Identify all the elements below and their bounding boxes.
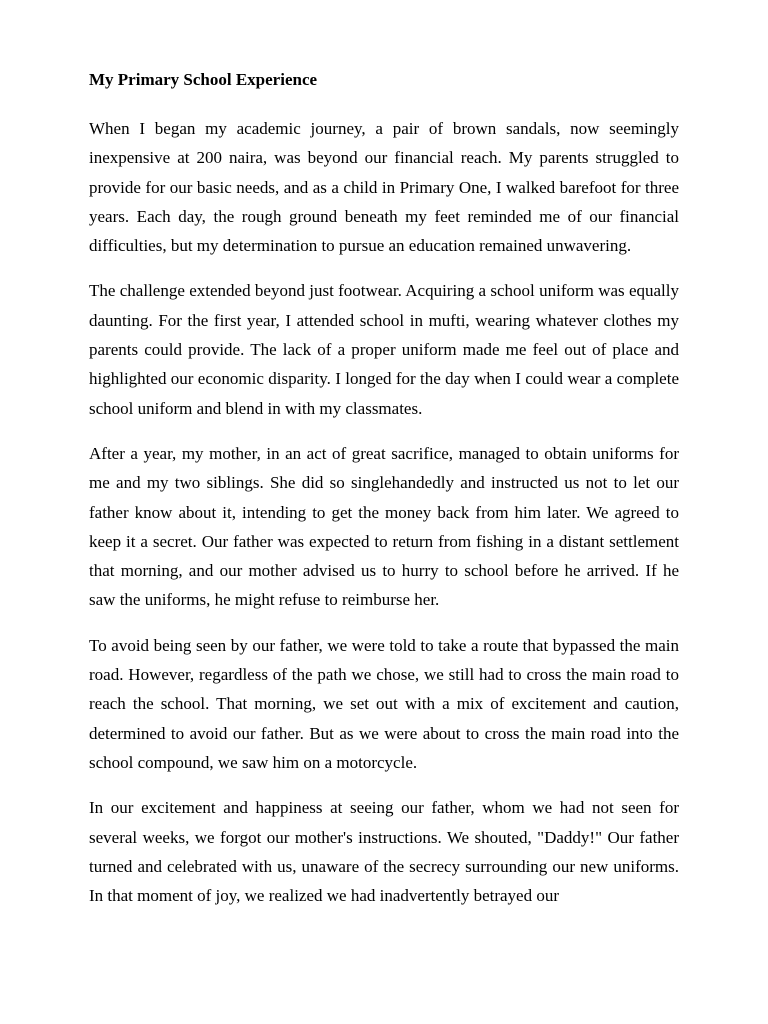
document-title: My Primary School Experience — [89, 70, 318, 89]
paragraph-3: After a year, my mother, in an act of great sacrifice, managed to obtain uniforms for me and my two siblings. She did so singlehandedly and instructed us not to let our father know about it, intending to get the money back from him later. We agreed to keep it a secret. Our father was expected to return from fishing in a distant settlement that morning, and our mother advised us to hurry to school before he arrived. If he saw the uniforms, he might refuse to reimburse her. — [89, 443, 679, 610]
document-body — [89, 68, 679, 926]
paragraph-5: In our excitement and happiness at seeing our father, whom we had not seen for several weeks, we forgot our mother's instructions. We shouted, "Daddy!" Our father turned and celebrated with us, unaware of the secrecy surrounding our new uniforms. In that moment of joy, we realized we had inadvertently betrayed our — [89, 798, 679, 906]
paragraph-1: When I began my academic journey, a pair of brown sandals, now seemingly inexpensive at 200 naira, was beyond our financial reach. My parents struggled to provide for our basic needs, and as a child in Primary One, I walked barefoot for three years. Each day, the rough ground beneath my feet reminded me of our financial difficulties, but my determination to pursue an education remained unwavering. — [89, 119, 679, 256]
paragraph-4: To avoid being seen by our father, we were told to take a route that bypassed the main road. However, regardless of the path we chose, we still had to cross the main road to reach the school. That morning, we set out with a mix of excitement and caution, determined to avoid our father. But as we were about to cross the main road into the school compound, we saw him on a motorcycle. — [89, 635, 679, 772]
paragraph-2: The challenge extended beyond just footwear. Acquiring a school uniform was equally daunting. For the first year, I attended school in mufti, wearing whatever clothes my parents could provide. The lack of a proper uniform made me feel out of place and highlighted our economic disparity. I longed for the day when I could wear a complete school uniform and blend in with my classmates. — [89, 281, 679, 418]
